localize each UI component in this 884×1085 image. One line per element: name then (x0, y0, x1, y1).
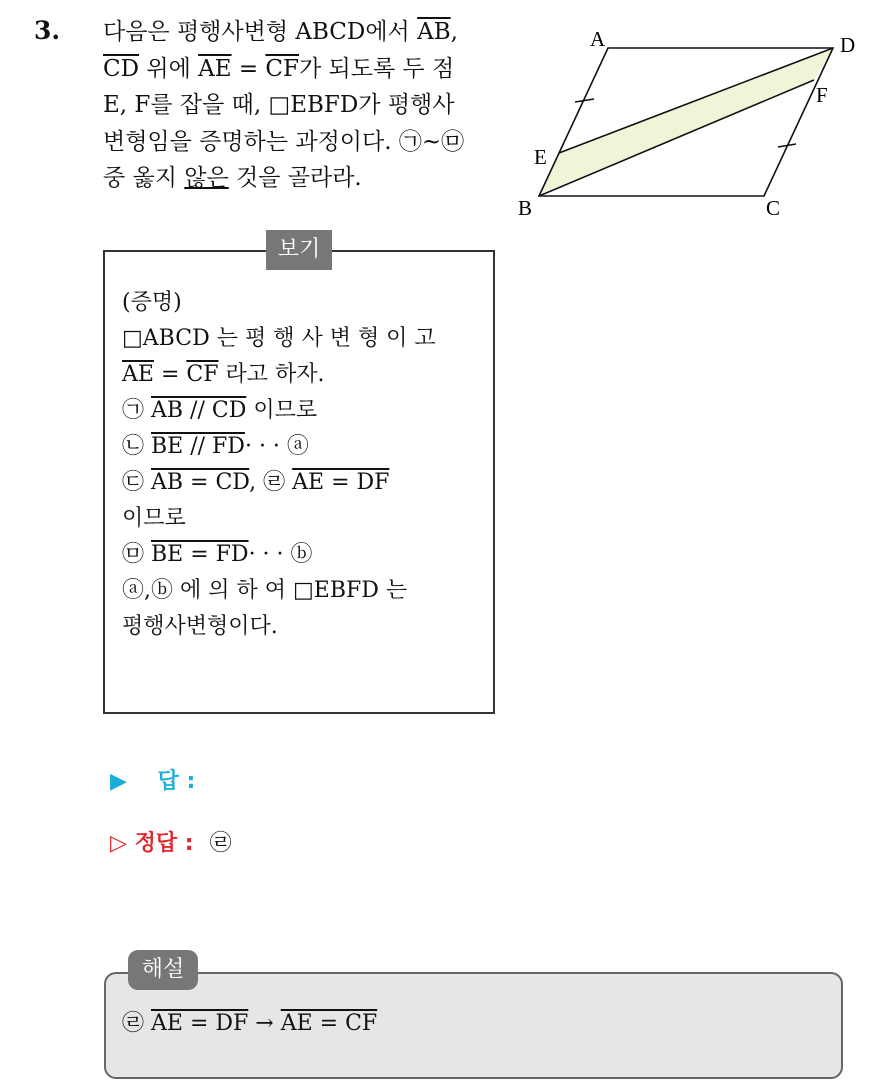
explanation-text (122, 1006, 377, 1037)
proof-marker: ㉤ (122, 542, 151, 567)
label-b: B (518, 196, 533, 220)
proof-line: 이므로 (122, 506, 186, 531)
proof-marker: ㉢ (122, 470, 151, 495)
proof-line (122, 465, 482, 501)
answer-row (110, 764, 195, 795)
segment-ae: $\overline{AE}$ (122, 362, 154, 387)
proof-line (122, 537, 482, 573)
question-text-part: 것을 골라라. (228, 165, 362, 191)
proof-line: □ABCD 는 평 행 사 변 형 이 고 (122, 326, 436, 351)
proof-marker: ㉠ (122, 398, 151, 423)
proof-text-part: = (153, 362, 187, 387)
answer-label: 답 : (157, 769, 196, 794)
label-c: C (766, 196, 781, 220)
segment-relation: AB // CD (151, 398, 247, 423)
question-text-part: = (231, 55, 266, 82)
proof-text-part: · · · ⓑ (248, 542, 313, 567)
proof-line (122, 357, 482, 393)
segment-relation: AB = CD (151, 470, 250, 495)
explanation-marker: ㉣ (122, 1011, 151, 1036)
question-text-part: 중 옳지 (103, 165, 185, 191)
question-line-3: E, F를 잡을 때, □EBFD가 평행사 (103, 92, 455, 118)
segment-relation: AE = DF (151, 1011, 249, 1036)
label-a: A (590, 27, 606, 51)
proof-line: 평행사변형이다. (122, 614, 278, 639)
proof-text-part: · · · ⓐ (244, 434, 309, 459)
segment-ab: $\overline{AB}$ (417, 19, 451, 45)
play-icon: ▶ (110, 769, 127, 794)
label-e: E (534, 145, 547, 169)
play-outline-icon: ▷ (110, 831, 127, 856)
proof-text-part: 라고 하자. (218, 362, 325, 387)
question-line-5 (103, 160, 513, 197)
segment-cf: $\overline{CF}$ (265, 55, 299, 82)
proof-marker: ㉡ (122, 434, 151, 459)
question-text-part: 위에 (139, 55, 199, 82)
proof-line (122, 429, 482, 465)
parallelogram-figure (510, 22, 860, 222)
proof-text (122, 285, 482, 645)
emphasis-word: 않은 (184, 165, 229, 191)
explanation-tab: 해설 (128, 950, 198, 990)
question-line-1 (103, 14, 513, 51)
figure-fill (540, 49, 833, 194)
correct-answer-value: ㉣ (209, 831, 232, 856)
segment-relation: BE = FD (151, 542, 249, 567)
label-d: D (840, 33, 856, 57)
arrow-icon: → (248, 1011, 281, 1036)
proof-line: (증명) (122, 290, 182, 315)
proof-line (122, 393, 482, 429)
question-text (103, 14, 513, 197)
label-f: F (816, 83, 828, 107)
segment-relation: AE = CF (280, 1011, 378, 1036)
correct-answer-row (110, 826, 232, 857)
segment-cd: $\overline{CD}$ (103, 55, 140, 82)
bogi-tab: 보기 (266, 230, 332, 270)
segment-relation: AE = DF (292, 470, 390, 495)
question-line-4: 변형임을 증명하는 과정이다. ㉠~㉤ (103, 128, 465, 155)
segment-cf: $\overline{CF}$ (186, 362, 219, 387)
segment-relation: BE // FD (151, 434, 245, 459)
correct-answer-label: 정답 : (134, 831, 194, 856)
question-text-part: 다음은 평행사변형 ABCD에서 (103, 19, 418, 45)
segment-ae: $\overline{AE}$ (198, 55, 232, 82)
question-text-part: , (450, 19, 458, 45)
question-text-part: 가 되도록 두 점 (298, 55, 455, 82)
question-line-2 (103, 51, 513, 88)
proof-text-part: 이므로 (246, 398, 318, 423)
question-number: 3. (34, 16, 61, 45)
proof-text-part: , ㉣ (249, 470, 293, 495)
proof-line: ⓐ,ⓑ 에 의 하 여 □EBFD 는 (122, 578, 408, 603)
